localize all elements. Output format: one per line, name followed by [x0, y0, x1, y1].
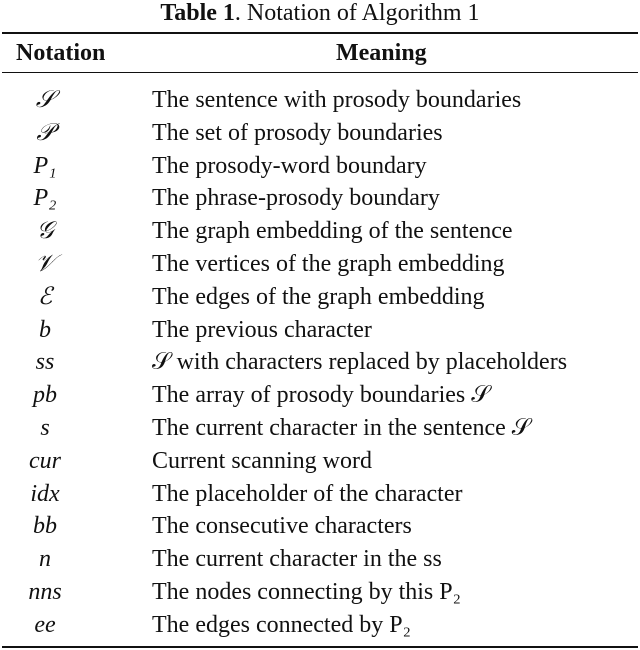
table-label: Table 1: [160, 0, 235, 26]
notation-meaning: The current character in the sentence 𝒮: [152, 414, 531, 441]
notation-symbol: ee: [34, 611, 56, 638]
notation-meaning: Current scanning word: [152, 447, 372, 474]
notation-symbol: P₁: [33, 152, 57, 179]
table-row: [0, 510, 640, 543]
table-caption: [0, 0, 640, 26]
bottom-rule: [2, 646, 638, 648]
table-row: [0, 248, 640, 281]
header-meaning: Meaning: [336, 40, 427, 66]
table-row: [0, 150, 640, 183]
notation-symbol: s: [40, 414, 50, 441]
table-row: [0, 346, 640, 379]
notation-symbol: pb: [33, 382, 57, 409]
notation-symbol: bb: [33, 513, 57, 540]
table-row: [0, 609, 640, 642]
table-body: [0, 84, 640, 642]
notation-symbol: ℰ: [37, 283, 53, 310]
notation-meaning: The consecutive characters: [152, 513, 412, 540]
notation-meaning: The edges of the graph embedding: [152, 283, 485, 310]
table-row: [0, 215, 640, 248]
notation-symbol: cur: [29, 447, 61, 474]
table-row: [0, 412, 640, 445]
notation-symbol: nns: [28, 578, 62, 605]
header-notation: Notation: [16, 40, 106, 66]
notation-meaning: The graph embedding of the sentence: [152, 218, 513, 245]
notation-meaning: The current character in the ss: [152, 546, 442, 573]
notation-symbol: idx: [30, 480, 60, 507]
table-row: [0, 478, 640, 511]
notation-meaning: The nodes connecting by this P₂: [152, 578, 461, 605]
notation-symbol: 𝒱: [35, 250, 55, 277]
notation-meaning: The placeholder of the character: [152, 480, 463, 507]
notation-meaning: The array of prosody boundaries 𝒮: [152, 382, 490, 409]
notation-symbol: 𝒫: [36, 119, 54, 146]
notation-meaning: The set of prosody boundaries: [152, 119, 443, 146]
table-row: [0, 576, 640, 609]
table-row: [0, 117, 640, 150]
header-rule: [2, 72, 638, 73]
notation-meaning: The prosody-word boundary: [152, 152, 427, 179]
table-row: [0, 182, 640, 215]
notation-meaning: The vertices of the graph embedding: [152, 250, 505, 277]
notation-symbol: 𝒮: [35, 87, 55, 113]
notation-meaning: The sentence with prosody boundaries: [152, 87, 522, 113]
notation-meaning: The phrase-prosody boundary: [152, 185, 440, 212]
notation-symbol: b: [39, 316, 51, 343]
notation-meaning: The edges connected by P₂: [152, 611, 411, 638]
notation-symbol: 𝒢: [36, 218, 54, 245]
table-row: [0, 314, 640, 347]
caption-text: . Notation of Algorithm 1: [234, 0, 480, 26]
table-row: [0, 84, 640, 117]
table-row: [0, 379, 640, 412]
table-row: [0, 543, 640, 576]
top-rule: [2, 32, 638, 34]
table-row: [0, 281, 640, 314]
notation-meaning: 𝒮 with characters replaced by placeholders: [152, 349, 568, 376]
notation-symbol: n: [39, 546, 51, 573]
table-row: [0, 445, 640, 478]
notation-meaning: The previous character: [152, 316, 372, 343]
notation-symbol: ss: [35, 349, 55, 376]
notation-symbol: P₂: [33, 185, 57, 212]
